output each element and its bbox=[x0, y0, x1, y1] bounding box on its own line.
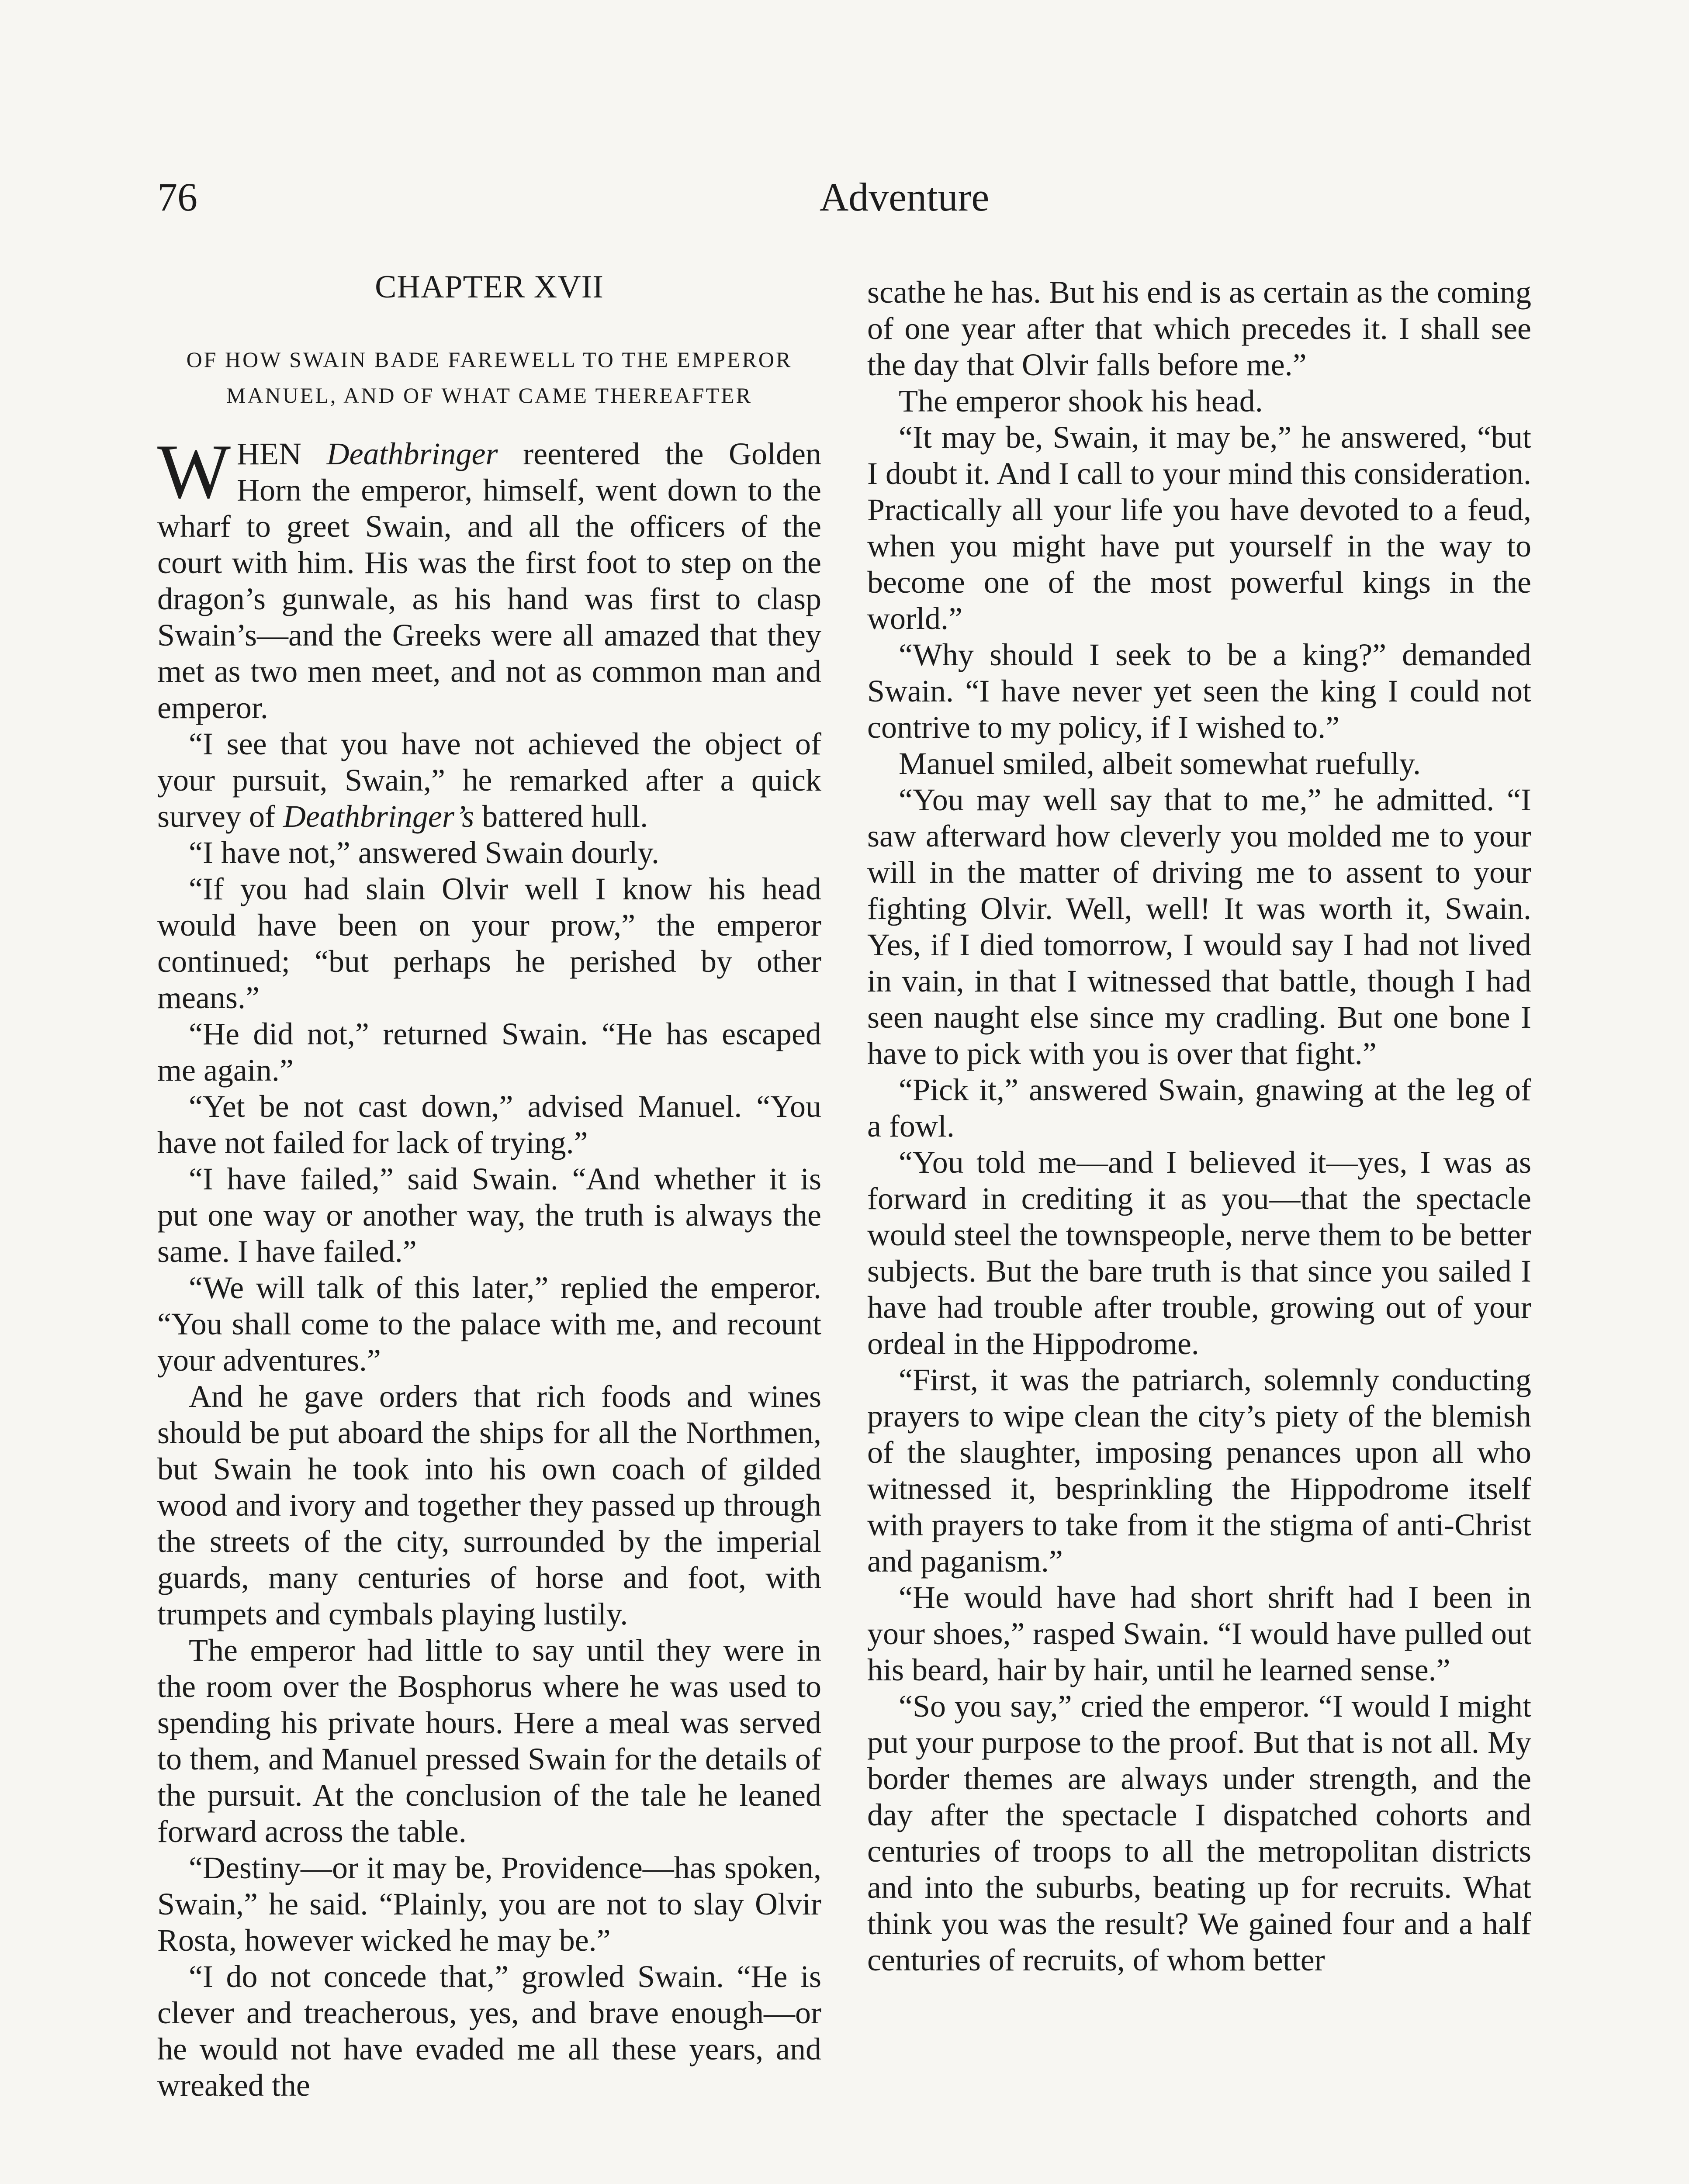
paragraph: “So you say,” cried the emperor. “I would I might put your purpose to the proof. But that is not all. My border themes are always under strength, and the day after the spectacle I dispatched cohorts and centuries of troops to all the metropolitan districts and into the suburbs, beating up for recruits. What think you was the result? We gained four and a half centuries of recruits, of whom better bbox=[867, 1689, 1531, 1977]
paragraph bbox=[157, 726, 821, 835]
paragraph: “I have failed,” said Swain. “And whether it is put one way or another way, the truth is always the same. I have failed.” bbox=[157, 1161, 821, 1269]
paragraph: “You may well say that to me,” he admitted. “I saw afterward how cleverly you molded me to your will in the matter of driving me to assent to your fighting Olvir. Well, well! It was worth it, Swain. Yes, if I died tomorrow, I would say I had not lived in vain, in that I witnessed that battle, though I had seen naught else since my cradling. But one bone I have to pick with you is over that fight.” bbox=[867, 782, 1531, 1071]
paragraph: “Pick it,” answered Swain, gnawing at the leg of a fowl. bbox=[867, 1072, 1531, 1144]
paragraph: “Yet be not cast down,” advised Manuel. “You have not failed for lack of trying.” bbox=[157, 1089, 821, 1160]
paragraph: “He would have had short shrift had I been in your shoes,” rasped Swain. “I would have pulled out his beard, hair by hair, until he learned sense.” bbox=[867, 1580, 1531, 1687]
paragraph: “First, it was the patriarch, solemnly conducting prayers to wipe clean the city’s piety of the blemish of the slaughter, imposing penances upon all who witnessed it, besprinkling the Hippodrome itself with prayers to take from it the stigma of anti-Christ and paganism.” bbox=[867, 1362, 1531, 1579]
paragraph: “Destiny—or it may be, Providence—has spoken, Swain,” he said. “Plainly, you are not to slay Olvir Rosta, however wicked he may be.” bbox=[157, 1850, 821, 1958]
paragraph: “You told me—and I believed it—yes, I was as forward in crediting it as you—that the spectacle would steel the townspeople, nerve them to be better subjects. But the bare truth is that since you sailed I have had trouble after trouble, growing out of your ordeal in the Hippodrome. bbox=[867, 1145, 1531, 1361]
paragraph: The emperor shook his head. bbox=[899, 384, 1263, 418]
paragraph: “I do not concede that,” growled Swain. “He is clever and treacherous, yes, and brave enough—or he would not have evaded me all these years, and wreaked the bbox=[157, 1959, 821, 2103]
paragraph: The emperor had little to say until they were in the room over the Bosphorus where he was used to spending his private hours. Here a meal was served to them, and Manuel pressed Swain for the details of the pursuit. At the conclusion of the tale he leaned forward across the table. bbox=[157, 1633, 821, 1849]
paragraph: “He did not,” returned Swain. “He has escaped me again.” bbox=[157, 1016, 821, 1088]
paragraph bbox=[157, 428, 821, 726]
paragraph: “I have not,” answered Swain dourly. bbox=[189, 835, 659, 870]
text-run: “I see that you have not achieved the object of your pursuit, Swain,” he remarked after a quick survey of bbox=[157, 726, 821, 834]
text-run: HEN bbox=[237, 436, 327, 471]
paragraph: Manuel smiled, albeit somewhat ruefully. bbox=[899, 746, 1421, 781]
text-run: battered hull. bbox=[474, 799, 648, 834]
page-number: 76 bbox=[157, 175, 197, 219]
drop-cap: W bbox=[157, 428, 231, 515]
text-run: reentered the Golden Horn the emperor, himself, went down to the wharf to greet Swain, and all the officers of the court with him. His was the first foot to step on the dragon’s gunwale, as his hand was first to clasp Swain’s—and the Greeks were all amazed that they met as two men meet, and not as common man and emperor. bbox=[157, 436, 821, 725]
right-column bbox=[867, 274, 1531, 1978]
left-column bbox=[157, 271, 821, 2104]
ship-name: Deathbringer bbox=[326, 436, 498, 471]
paragraph: And he gave orders that rich foods and wines should be put aboard the ships for all the Northmen, but Swain he took into his own coach of gilded wood and ivory and together they passed up through the streets of the city, surrounded by the imperial guards, many centuries of horse and foot, with trumpets and cymbals playing lustily. bbox=[157, 1379, 821, 1631]
chapter-title: CHAPTER XVII bbox=[375, 269, 604, 305]
paragraph: “If you had slain Olvir well I know his head would have been on your prow,” the emperor continued; “but perhaps he perished by other means.” bbox=[157, 871, 821, 1015]
paragraph: scathe he has. But his end is as certain as the coming of one year after that which precedes it. I shall see the day that Olvir falls before me.” bbox=[867, 275, 1531, 382]
ship-name: Deathbringer’s bbox=[283, 799, 474, 834]
chapter-subtitle: OF HOW SWAIN BADE FAREWELL TO THE EMPEROR MANUEL, AND OF WHAT CAME THEREAFTER bbox=[186, 347, 793, 408]
running-title: Adventure bbox=[819, 175, 990, 219]
paragraph: “We will talk of this later,” replied the emperor. “You shall come to the palace with me, and recount your adventures.” bbox=[157, 1270, 821, 1378]
paragraph: “Why should I seek to be a king?” demanded Swain. “I have never yet seen the king I could not contrive to my policy, if I wished to.” bbox=[867, 637, 1531, 745]
paragraph: “It may be, Swain, it may be,” he answered, “but I doubt it. And I call to your mind this consideration. Practically all your life you have devoted to a feud, when you might have put yourself in the way to become one of the most powerful kings in the world.” bbox=[867, 420, 1531, 636]
